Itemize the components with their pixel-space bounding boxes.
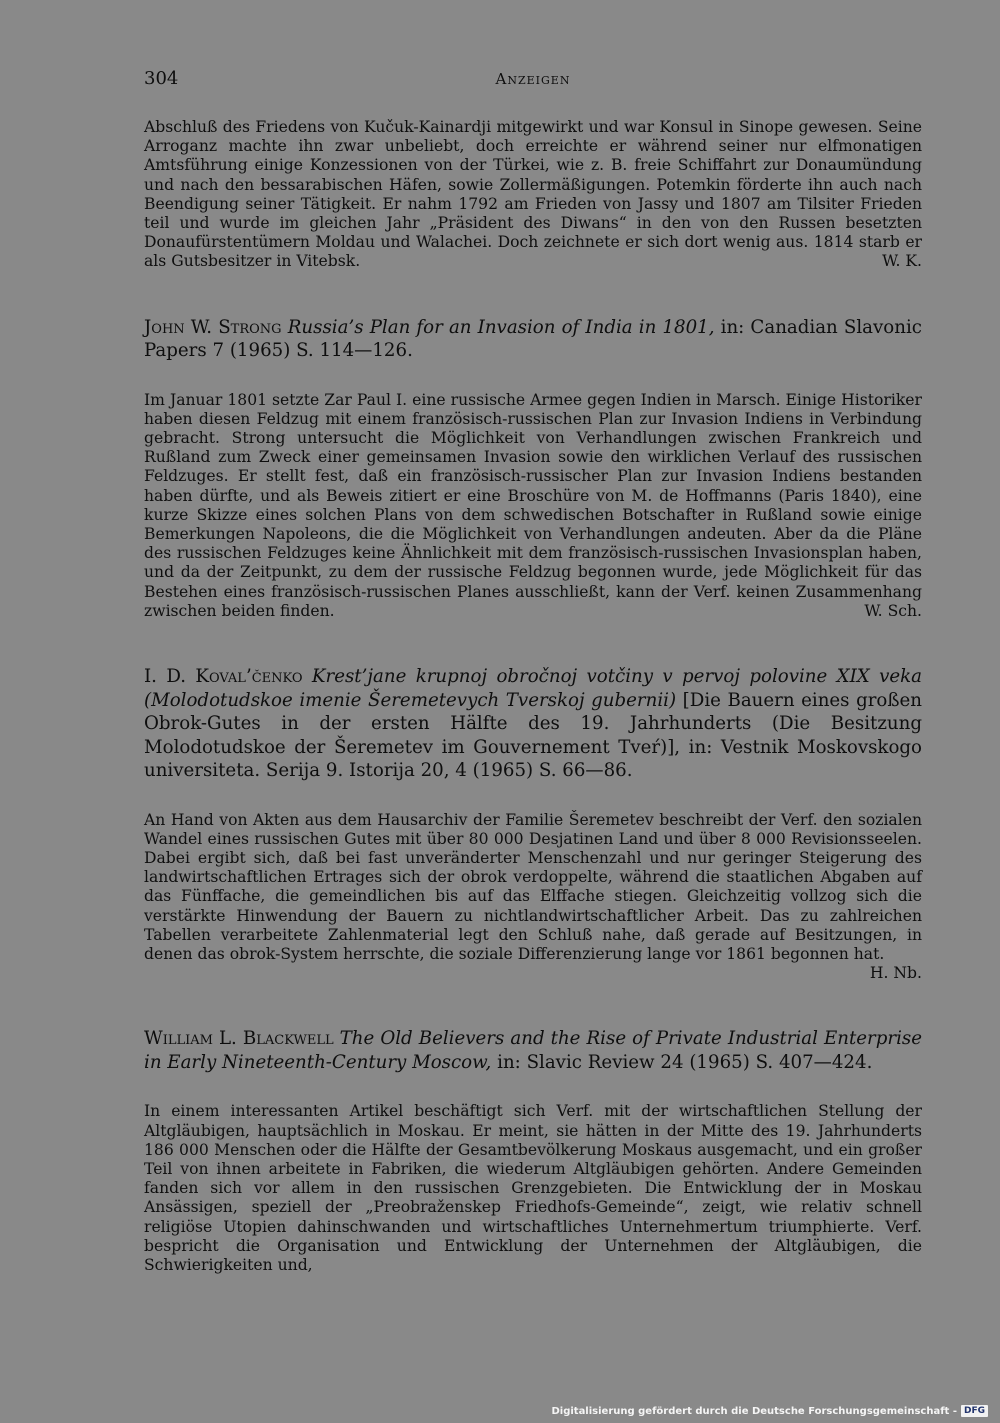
citation	[144, 316, 922, 363]
article-source: in: Canadian Slavonic Papers 7 (1965) S. 114—126.	[144, 316, 922, 362]
reviewer-signature: H. Nb.	[869, 964, 922, 983]
review-text	[144, 391, 922, 621]
author-name: John W. Strong	[144, 316, 282, 338]
running-head: Anzeigen	[495, 70, 571, 88]
article-source: in: Slavic Review 24 (1965) S. 407—424.	[497, 1051, 873, 1073]
article-title: Russia’s Plan for an Invasion of India in 1801,	[287, 316, 715, 338]
author-name: William L. Blackwell	[144, 1028, 334, 1050]
citation	[144, 665, 922, 783]
author-name: I. D. Koval’čenko	[144, 666, 303, 688]
citation	[144, 1027, 922, 1074]
article-title: Krest’jane krupnoj obročnoj votčiny v pervoj polovine XIX veka (Molodotudskoe imenie Šeremetevych Tverskoj gubernii)	[144, 666, 922, 711]
article-title: The Old Believers and the Rise of Private Industrial Enterprise in Early Nineteenth-Century Moscow,	[144, 1028, 922, 1073]
reviewer-signature: W. Sch.	[864, 601, 922, 620]
review-text	[144, 1102, 922, 1275]
review-entry-kovalcenko	[144, 665, 922, 983]
page-number: 304	[144, 68, 179, 89]
page-header	[144, 68, 922, 92]
continuation-paragraph	[144, 118, 922, 272]
review-body: Im Januar 1801 setzte Zar Paul I. eine russische Armee gegen Indien in Marsch. Einige Historiker haben diesen Feldzug mit einem französisch-russischen Plan zur Invasion Indiens in Verbindung gebracht. Strong untersucht die Möglichkeit von Verhandlungen zwischen Frankreich und Rußland zum Zweck einer gemeinsamen Invasion sowie den wirklichen Verlauf des russischen Feldzuges. Er stellt fest, daß ein französisch-russischer Plan zur Invasion Indiens bestanden haben dürfte, und als Beweis zitiert er eine Broschüre von M. de Hoffmanns (Paris 1840), eine kurze Skizze eines solchen Plans von dem schwedischen Botschafter in Rußland sowie einige Bemerkungen Napoleons, die die Möglichkeit von Verhandlungen andeuten. Aber da die Pläne des russischen Feldzuges keine Ähnlichkeit mit dem französisch-russischen Invasionsplan haben, und da der Zeitpunkt, zu dem der russische Feldzug begonnen wurde, jede Möglichkeit für das Bestehen eines französisch-russischen Planes ausschließt, kann der Verf. keinen Zusammenhang zwischen beiden finden.	[144, 390, 922, 620]
article-source: [Die Bauern eines großen Obrok-Gutes in der ersten Hälfte des 19. Jahrhunderts (Die Besitzung Molodotudskoe der Šeremetev im Gouvernement Tveŕ)], in: Vestnik Moskovskogo universiteta. Serija 9. Istorija 20, 4 (1965) S. 66—86.	[144, 689, 922, 782]
review-body: In einem interessanten Artikel beschäftigt sich Verf. mit der wirtschaftlichen Stellung der Altgläubigen, hauptsächlich in Moskau. Er meint, sie hätten in der Mitte des 19. Jahrhunderts 186 000 Menschen oder die Hälfte der Gesamtbevölkerung Moskaus ausgemacht, und ein großer Teil von ihnen arbeitete in Fabriken, die wiederum Altgläubigen gehörten. Andere Gemeinden fanden sich vor allem in den russischen Grenzgebieten. Die Entwicklung der in Moskau Ansässigen, speziell der „Preobraženskер Friedhofs-Gemeinde“, zeigt, wie relativ schnell religiöse Utopien dahinschwanden und wirtschaftliches Unternehmertum triumphierte. Verf. bespricht die Organisation und Entwicklung der Unternehmen der Altgläubigen, die Schwierigkeiten und,	[144, 1102, 922, 1275]
continuation-text: Abschluß des Friedens von Kučuk-Kainardji mitgewirkt und war Konsul in Sinope gewesen. Seine Arroganz machte ihn zwar unbeliebt, doch erreichte er während seiner nur elfmonatigen Amtsführung einige Konzessionen von der Türkei, wie z. B. freie Schiffahrt zur Donaumündung und nach den bessarabischen Häfen, sowie Zollermäßigungen. Potemkin förderte ihn auch nach Beendigung seiner Tätigkeit. Er nahm 1792 am Frieden von Jassy und 1807 am Tilsiter Frieden teil und wurde im gleichen Jahr „Präsident des Diwans“ in den von den Russen besetzten Donaufürstentümern Moldau und Walachei. Doch zeichnete er sich dort wenig aus. 1814 starb er als Gutsbesitzer in Vitebsk.	[144, 118, 922, 271]
review-text	[144, 811, 922, 984]
review-entry-strong	[144, 316, 922, 621]
digitization-footer	[551, 1403, 988, 1419]
reviewer-signature: W. K.	[882, 252, 922, 271]
dfg-logo-icon: DFG	[961, 1405, 988, 1417]
footer-credit: Digitalisierung gefördert durch die Deutsche Forschungsgemeinschaft -	[551, 1405, 957, 1417]
review-entry-blackwell	[144, 1027, 922, 1275]
page-content	[144, 118, 922, 1275]
review-body: An Hand von Akten aus dem Hausarchiv der Familie Šeremetev beschreibt der Verf. den sozialen Wandel eines russischen Gutes mit über 80 000 Desjatinen Land und über 8 000 Revisionsseelen. Dabei ergibt sich, daß bei fast unveränderter Menschenzahl und nur geringer Steigerung des landwirtschaftlichen Ertrages sich der obrok verdoppelte, während die staatlichen Abgaben auf das Fünffache, die gemeindlichen bis auf das Elffache stiegen. Gleichzeitig vollzog sich die verstärkte Hinwendung der Bauern zu nichtlandwirtschaftlicher Arbeit. Das zu zahlreichen Tabellen verarbeitete Zahlenmaterial legt den Schluß nahe, daß gerade auf Besitzungen, in denen das obrok-System herrschte, die soziale Differenzierung lange vor 1861 begonnen hat.	[144, 810, 922, 963]
